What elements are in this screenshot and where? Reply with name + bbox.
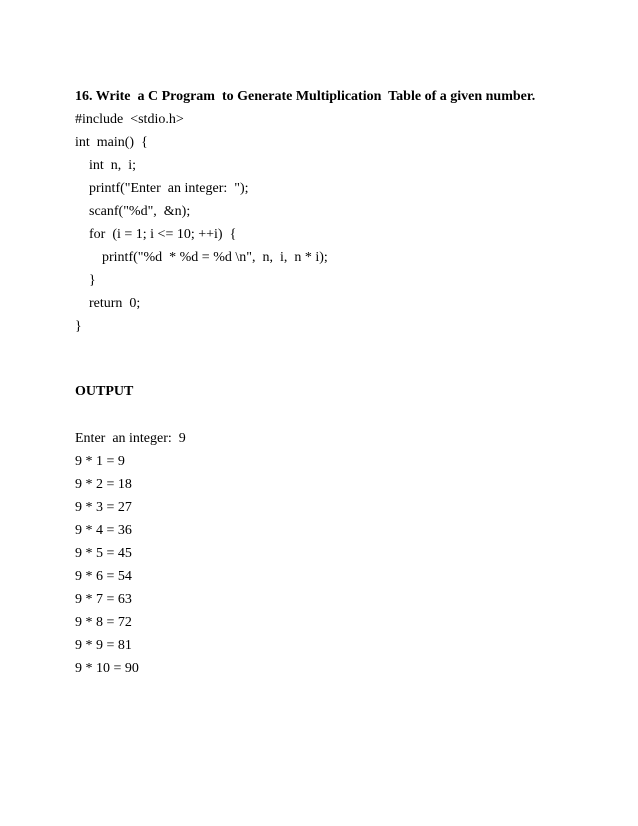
output-prompt-line: Enter an integer: 9 xyxy=(75,431,186,446)
output-row: 9 * 10 = 90 xyxy=(75,661,139,676)
output-row: 9 * 3 = 27 xyxy=(75,500,132,515)
question-heading: 16. Write a C Program to Generate Multiplication Table of a given number. xyxy=(75,89,536,104)
output-row: 9 * 2 = 18 xyxy=(75,477,132,492)
output-heading: OUTPUT xyxy=(75,384,134,399)
code-declaration-line: int n, i; xyxy=(89,158,137,173)
code-return-line: return 0; xyxy=(89,296,141,311)
output-row: 9 * 5 = 45 xyxy=(75,546,132,561)
code-main-signature-line: int main() { xyxy=(75,135,148,150)
code-close-for-line: } xyxy=(89,273,96,288)
output-row: 9 * 4 = 36 xyxy=(75,523,132,538)
output-row: 9 * 8 = 72 xyxy=(75,615,132,630)
code-close-main-line: } xyxy=(75,319,82,334)
code-for-loop-line: for (i = 1; i <= 10; ++i) { xyxy=(89,227,237,242)
code-scanf-line: scanf("%d", &n); xyxy=(89,204,191,219)
output-row: 9 * 6 = 54 xyxy=(75,569,132,584)
code-include-line: #include <stdio.h> xyxy=(75,112,184,127)
output-row: 9 * 1 = 9 xyxy=(75,454,125,469)
code-printf-prompt-line: printf("Enter an integer: "); xyxy=(89,181,249,196)
output-row: 9 * 7 = 63 xyxy=(75,592,132,607)
code-printf-row-line: printf("%d * %d = %d \n", n, i, n * i); xyxy=(102,250,328,265)
output-row: 9 * 9 = 81 xyxy=(75,638,132,653)
